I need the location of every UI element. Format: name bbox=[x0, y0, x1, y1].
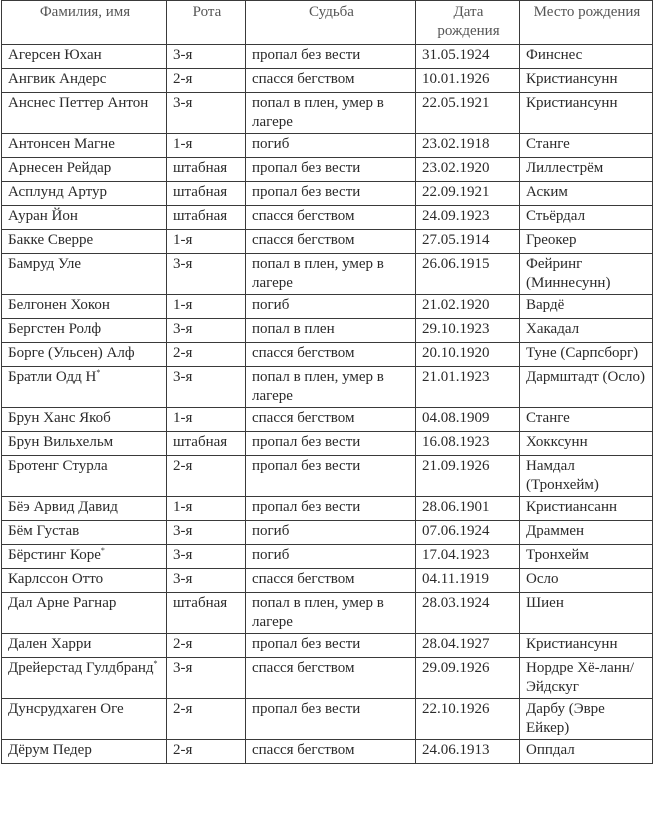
cell-company bbox=[167, 182, 246, 206]
cell-birth-place-text: Стьёрдал bbox=[526, 208, 586, 224]
cell-company bbox=[167, 521, 246, 545]
cell-company bbox=[167, 343, 246, 367]
cell-name-text: Брун Ханс Якоб bbox=[8, 410, 111, 426]
cell-company-text: штабная bbox=[173, 184, 228, 200]
cell-birth-date-text: 22.10.1926 bbox=[422, 701, 490, 717]
cell-birth-date bbox=[416, 658, 520, 699]
cell-name-text: Бём Густав bbox=[8, 523, 80, 539]
cell-fate bbox=[246, 593, 416, 634]
table-row bbox=[2, 158, 653, 182]
cell-name bbox=[2, 634, 167, 658]
cell-fate bbox=[246, 740, 416, 764]
cell-company-text: 2-я bbox=[173, 742, 193, 758]
cell-fate-text: пропал без вести bbox=[252, 499, 361, 515]
cell-fate-text: пропал без вести bbox=[252, 160, 361, 176]
cell-birth-date-text: 04.08.1909 bbox=[422, 410, 490, 426]
cell-birth-place-text: Дармштадт (Осло) bbox=[526, 369, 646, 385]
cell-birth-date bbox=[416, 432, 520, 456]
cell-name-text: Агерсен Юхан bbox=[8, 47, 102, 63]
cell-birth-date bbox=[416, 134, 520, 158]
cell-company-text: 3-я bbox=[173, 660, 193, 676]
cell-birth-date bbox=[416, 158, 520, 182]
table-row bbox=[2, 545, 653, 569]
cell-name-text: Арнесен Рейдар bbox=[8, 160, 112, 176]
cell-company bbox=[167, 45, 246, 69]
cell-company-text: 1-я bbox=[173, 499, 193, 515]
header-fate: Судьба bbox=[246, 1, 416, 45]
cell-fate bbox=[246, 521, 416, 545]
cell-birth-date-text: 10.01.1926 bbox=[422, 71, 490, 87]
cell-birth-date bbox=[416, 69, 520, 93]
cell-birth-date bbox=[416, 45, 520, 69]
cell-fate-text: погиб bbox=[252, 523, 290, 539]
cell-name bbox=[2, 740, 167, 764]
cell-company bbox=[167, 740, 246, 764]
cell-birth-date-text: 27.05.1914 bbox=[422, 232, 490, 248]
cell-birth-place bbox=[520, 367, 653, 408]
table-row bbox=[2, 254, 653, 295]
cell-company bbox=[167, 134, 246, 158]
cell-birth-date bbox=[416, 569, 520, 593]
cell-birth-place bbox=[520, 319, 653, 343]
cell-birth-date-text: 28.03.1924 bbox=[422, 595, 490, 611]
cell-fate-text: пропал без вести bbox=[252, 701, 361, 717]
cell-birth-place-text: Лиллестрём bbox=[526, 160, 604, 176]
cell-birth-place-text: Намдал (Тронхейм) bbox=[526, 458, 599, 493]
cell-birth-place-text: Туне (Сарпсборг) bbox=[526, 345, 639, 361]
cell-name-text: Борге (Ульсен) Алф bbox=[8, 345, 135, 361]
cell-birth-place-text: Кристиансунн bbox=[526, 636, 618, 652]
cell-birth-place-text: Кристиансунн bbox=[526, 71, 618, 87]
cell-name bbox=[2, 230, 167, 254]
cell-birth-date bbox=[416, 230, 520, 254]
cell-fate-text: спасся бегством bbox=[252, 410, 355, 426]
cell-birth-place-text: Нордре Хё-ланн/ Эйдскуг bbox=[526, 660, 635, 695]
cell-fate-text: спасся бегством bbox=[252, 232, 355, 248]
cell-fate bbox=[246, 295, 416, 319]
cell-fate-text: пропал без вести bbox=[252, 636, 361, 652]
cell-birth-place bbox=[520, 69, 653, 93]
cell-fate bbox=[246, 569, 416, 593]
cell-fate bbox=[246, 45, 416, 69]
cell-birth-date-text: 07.06.1924 bbox=[422, 523, 490, 539]
cell-birth-date bbox=[416, 456, 520, 497]
cell-company-text: 3-я bbox=[173, 571, 193, 587]
cell-birth-place bbox=[520, 521, 653, 545]
cell-birth-place bbox=[520, 456, 653, 497]
cell-fate-text: погиб bbox=[252, 136, 290, 152]
cell-fate-text: пропал без вести bbox=[252, 47, 361, 63]
cell-birth-place bbox=[520, 408, 653, 432]
cell-company bbox=[167, 699, 246, 740]
cell-fate bbox=[246, 134, 416, 158]
cell-fate bbox=[246, 158, 416, 182]
cell-fate bbox=[246, 69, 416, 93]
cell-name-text: Дунсрудхаген Оге bbox=[8, 701, 124, 717]
cell-birth-place-text: Станге bbox=[526, 410, 570, 426]
cell-company-text: 2-я bbox=[173, 636, 193, 652]
cell-birth-date bbox=[416, 254, 520, 295]
cell-company bbox=[167, 497, 246, 521]
cell-name bbox=[2, 699, 167, 740]
footnote-marker: * bbox=[96, 368, 101, 377]
cell-birth-date-text: 16.08.1923 bbox=[422, 434, 490, 450]
cell-name bbox=[2, 45, 167, 69]
table-row bbox=[2, 69, 653, 93]
cell-birth-date bbox=[416, 740, 520, 764]
table-row bbox=[2, 206, 653, 230]
cell-birth-place-text: Аским bbox=[526, 184, 568, 200]
cell-fate-text: попал в плен bbox=[252, 321, 335, 337]
cell-company bbox=[167, 69, 246, 93]
cell-birth-date bbox=[416, 295, 520, 319]
cell-company-text: 3-я bbox=[173, 547, 193, 563]
cell-company-text: 1-я bbox=[173, 232, 193, 248]
cell-birth-place bbox=[520, 740, 653, 764]
roster-table bbox=[1, 0, 653, 764]
cell-company-text: 3-я bbox=[173, 47, 193, 63]
cell-fate-text: погиб bbox=[252, 297, 290, 313]
table-body bbox=[2, 45, 653, 764]
cell-name-text: Братли Одд Н bbox=[8, 369, 97, 385]
table-row bbox=[2, 295, 653, 319]
cell-birth-place-text: Осло bbox=[526, 571, 559, 587]
cell-company bbox=[167, 206, 246, 230]
cell-fate bbox=[246, 634, 416, 658]
cell-name bbox=[2, 545, 167, 569]
table-row bbox=[2, 93, 653, 134]
cell-fate-text: пропал без вести bbox=[252, 184, 361, 200]
cell-birth-place bbox=[520, 593, 653, 634]
cell-company-text: 2-я bbox=[173, 345, 193, 361]
cell-fate bbox=[246, 93, 416, 134]
cell-birth-date-text: 31.05.1924 bbox=[422, 47, 490, 63]
header-birth-place: Место рождения bbox=[520, 1, 653, 45]
cell-name bbox=[2, 206, 167, 230]
cell-birth-date bbox=[416, 497, 520, 521]
table-row bbox=[2, 699, 653, 740]
cell-birth-place bbox=[520, 93, 653, 134]
cell-name bbox=[2, 497, 167, 521]
cell-fate bbox=[246, 206, 416, 230]
cell-company bbox=[167, 545, 246, 569]
cell-name bbox=[2, 432, 167, 456]
table-row bbox=[2, 432, 653, 456]
cell-name-text: Бротенг Стурла bbox=[8, 458, 108, 474]
cell-fate-text: спасся бегством bbox=[252, 71, 355, 87]
cell-birth-place-text: Хокксунн bbox=[526, 434, 588, 450]
cell-name-text: Ауран Йон bbox=[8, 208, 78, 224]
cell-birth-date-text: 17.04.1923 bbox=[422, 547, 490, 563]
cell-name bbox=[2, 456, 167, 497]
cell-company-text: 3-я bbox=[173, 256, 193, 272]
cell-birth-place-text: Греокер bbox=[526, 232, 577, 248]
cell-birth-place bbox=[520, 158, 653, 182]
cell-company-text: 2-я bbox=[173, 458, 193, 474]
cell-birth-place-text: Финснес bbox=[526, 47, 583, 63]
cell-name-text: Белгонен Хокон bbox=[8, 297, 110, 313]
cell-fate bbox=[246, 432, 416, 456]
cell-fate-text: попал в плен, умер в лагере bbox=[252, 256, 384, 291]
cell-name bbox=[2, 182, 167, 206]
cell-fate-text: попал в плен, умер в лагере bbox=[252, 95, 384, 130]
cell-name-text: Бакке Сверре bbox=[8, 232, 94, 248]
cell-name-text: Дёрум Педер bbox=[8, 742, 92, 758]
table-row bbox=[2, 134, 653, 158]
cell-fate bbox=[246, 408, 416, 432]
cell-name bbox=[2, 158, 167, 182]
cell-birth-date bbox=[416, 206, 520, 230]
table-row bbox=[2, 182, 653, 206]
cell-birth-date bbox=[416, 521, 520, 545]
table-row bbox=[2, 634, 653, 658]
cell-birth-date-text: 23.02.1920 bbox=[422, 160, 490, 176]
cell-company bbox=[167, 295, 246, 319]
cell-company bbox=[167, 408, 246, 432]
cell-birth-date-text: 21.09.1926 bbox=[422, 458, 490, 474]
cell-company bbox=[167, 367, 246, 408]
cell-birth-date bbox=[416, 408, 520, 432]
cell-company bbox=[167, 432, 246, 456]
cell-birth-date bbox=[416, 593, 520, 634]
table-row bbox=[2, 343, 653, 367]
header-company: Рота bbox=[167, 1, 246, 45]
header-name: Фамилия, имя bbox=[2, 1, 167, 45]
cell-name-text: Брун Вильхельм bbox=[8, 434, 114, 450]
cell-name-text: Антонсен Магне bbox=[8, 136, 115, 152]
cell-fate bbox=[246, 319, 416, 343]
cell-name bbox=[2, 593, 167, 634]
cell-fate-text: попал в плен, умер в лагере bbox=[252, 369, 384, 404]
cell-fate bbox=[246, 182, 416, 206]
cell-name-text: Бергстен Ролф bbox=[8, 321, 102, 337]
cell-birth-place bbox=[520, 254, 653, 295]
cell-name-text: Ангвик Андерс bbox=[8, 71, 107, 87]
cell-birth-place-text: Оппдал bbox=[526, 742, 575, 758]
cell-company bbox=[167, 254, 246, 295]
cell-birth-place-text: Тронхейм bbox=[526, 547, 589, 563]
cell-birth-date-text: 29.09.1926 bbox=[422, 660, 490, 676]
cell-company-text: 2-я bbox=[173, 701, 193, 717]
cell-fate-text: пропал без вести bbox=[252, 434, 361, 450]
cell-company-text: штабная bbox=[173, 434, 228, 450]
cell-birth-place-text: Шиен bbox=[526, 595, 564, 611]
cell-birth-date-text: 21.02.1920 bbox=[422, 297, 490, 313]
cell-birth-date-text: 28.04.1927 bbox=[422, 636, 490, 652]
cell-company-text: 1-я bbox=[173, 410, 193, 426]
cell-birth-place-text: Кристиансанн bbox=[526, 499, 618, 515]
cell-fate bbox=[246, 230, 416, 254]
cell-birth-place bbox=[520, 432, 653, 456]
cell-name-text: Бёрстинг Коре bbox=[8, 547, 101, 563]
table-row bbox=[2, 367, 653, 408]
cell-fate bbox=[246, 254, 416, 295]
cell-name bbox=[2, 343, 167, 367]
cell-company-text: 3-я bbox=[173, 321, 193, 337]
cell-fate bbox=[246, 367, 416, 408]
cell-fate-text: спасся бегством bbox=[252, 571, 355, 587]
cell-birth-date-text: 20.10.1920 bbox=[422, 345, 490, 361]
cell-company bbox=[167, 319, 246, 343]
cell-company-text: 2-я bbox=[173, 71, 193, 87]
cell-birth-date bbox=[416, 343, 520, 367]
cell-name bbox=[2, 408, 167, 432]
cell-birth-date-text: 04.11.1919 bbox=[422, 571, 489, 587]
table-row bbox=[2, 521, 653, 545]
cell-birth-place bbox=[520, 343, 653, 367]
cell-fate-text: спасся бегством bbox=[252, 660, 355, 676]
cell-name bbox=[2, 295, 167, 319]
footnote-marker: * bbox=[153, 659, 158, 668]
cell-fate bbox=[246, 699, 416, 740]
cell-birth-place bbox=[520, 699, 653, 740]
cell-company-text: 3-я bbox=[173, 369, 193, 385]
cell-company-text: штабная bbox=[173, 160, 228, 176]
cell-company bbox=[167, 634, 246, 658]
cell-company-text: 1-я bbox=[173, 297, 193, 313]
cell-name-text: Бёэ Арвид Давид bbox=[8, 499, 118, 515]
table-row bbox=[2, 593, 653, 634]
cell-company-text: 3-я bbox=[173, 95, 193, 111]
table-row bbox=[2, 45, 653, 69]
cell-birth-date bbox=[416, 634, 520, 658]
cell-birth-place bbox=[520, 206, 653, 230]
cell-name bbox=[2, 93, 167, 134]
cell-birth-place-text: Дарбу (Эвре Ейкер) bbox=[526, 701, 605, 736]
cell-name-text: Бамруд Уле bbox=[8, 256, 82, 272]
cell-fate-text: спасся бегством bbox=[252, 208, 355, 224]
cell-birth-place bbox=[520, 182, 653, 206]
table-row bbox=[2, 319, 653, 343]
cell-name-text: Дален Харри bbox=[8, 636, 92, 652]
cell-birth-date-text: 22.09.1921 bbox=[422, 184, 490, 200]
cell-name bbox=[2, 521, 167, 545]
cell-birth-place bbox=[520, 45, 653, 69]
cell-company-text: 3-я bbox=[173, 523, 193, 539]
cell-birth-place bbox=[520, 134, 653, 158]
cell-company bbox=[167, 230, 246, 254]
cell-company-text: штабная bbox=[173, 595, 228, 611]
cell-fate-text: спасся бегством bbox=[252, 345, 355, 361]
cell-birth-date-text: 28.06.1901 bbox=[422, 499, 490, 515]
cell-company-text: 1-я bbox=[173, 136, 193, 152]
cell-birth-date-text: 24.09.1923 bbox=[422, 208, 490, 224]
cell-birth-place-text: Хакадал bbox=[526, 321, 580, 337]
cell-birth-place bbox=[520, 658, 653, 699]
cell-company bbox=[167, 569, 246, 593]
cell-birth-date bbox=[416, 93, 520, 134]
cell-company bbox=[167, 658, 246, 699]
cell-birth-date-text: 21.01.1923 bbox=[422, 369, 490, 385]
cell-company bbox=[167, 93, 246, 134]
cell-name-text: Анснес Петтер Антон bbox=[8, 95, 149, 111]
table-row bbox=[2, 230, 653, 254]
cell-name-text: Карлссон Отто bbox=[8, 571, 104, 587]
cell-birth-place bbox=[520, 497, 653, 521]
table-row bbox=[2, 408, 653, 432]
cell-birth-place bbox=[520, 634, 653, 658]
cell-fate-text: спасся бегством bbox=[252, 742, 355, 758]
cell-birth-date-text: 22.05.1921 bbox=[422, 95, 490, 111]
cell-birth-date bbox=[416, 182, 520, 206]
cell-birth-date-text: 26.06.1915 bbox=[422, 256, 490, 272]
table-row bbox=[2, 497, 653, 521]
cell-name-text: Дал Арне Рагнар bbox=[8, 595, 117, 611]
cell-birth-place-text: Драммен bbox=[526, 523, 585, 539]
footnote-marker: * bbox=[100, 546, 105, 555]
cell-fate bbox=[246, 497, 416, 521]
cell-fate bbox=[246, 658, 416, 699]
cell-birth-place bbox=[520, 545, 653, 569]
cell-birth-place-text: Вардё bbox=[526, 297, 565, 313]
cell-name bbox=[2, 658, 167, 699]
table-row bbox=[2, 658, 653, 699]
cell-fate-text: пропал без вести bbox=[252, 458, 361, 474]
header-row bbox=[2, 1, 653, 45]
cell-company bbox=[167, 593, 246, 634]
cell-name-text: Дрейерстад Гулдбранд bbox=[8, 660, 154, 676]
table-row bbox=[2, 569, 653, 593]
cell-birth-date-text: 29.10.1923 bbox=[422, 321, 490, 337]
cell-name bbox=[2, 134, 167, 158]
cell-birth-date-text: 24.06.1913 bbox=[422, 742, 490, 758]
cell-birth-place bbox=[520, 230, 653, 254]
cell-birth-date-text: 23.02.1918 bbox=[422, 136, 490, 152]
cell-birth-date bbox=[416, 545, 520, 569]
cell-birth-place-text: Кристиансунн bbox=[526, 95, 618, 111]
cell-company-text: штабная bbox=[173, 208, 228, 224]
cell-company bbox=[167, 456, 246, 497]
table-row bbox=[2, 740, 653, 764]
cell-fate bbox=[246, 456, 416, 497]
cell-name-text: Асплунд Артур bbox=[8, 184, 108, 200]
cell-name bbox=[2, 319, 167, 343]
cell-birth-date bbox=[416, 367, 520, 408]
cell-birth-place-text: Фейринг (Миннесунн) bbox=[526, 256, 611, 291]
cell-birth-place bbox=[520, 295, 653, 319]
cell-fate-text: попал в плен, умер в лагере bbox=[252, 595, 384, 630]
cell-birth-place bbox=[520, 569, 653, 593]
header-birth-date: Дата рождения bbox=[416, 1, 520, 45]
cell-birth-place-text: Станге bbox=[526, 136, 570, 152]
cell-fate-text: погиб bbox=[252, 547, 290, 563]
table-row bbox=[2, 456, 653, 497]
cell-name bbox=[2, 254, 167, 295]
cell-name bbox=[2, 367, 167, 408]
cell-birth-date bbox=[416, 699, 520, 740]
cell-name bbox=[2, 69, 167, 93]
cell-fate bbox=[246, 545, 416, 569]
cell-fate bbox=[246, 343, 416, 367]
cell-birth-date bbox=[416, 319, 520, 343]
cell-company bbox=[167, 158, 246, 182]
cell-name bbox=[2, 569, 167, 593]
